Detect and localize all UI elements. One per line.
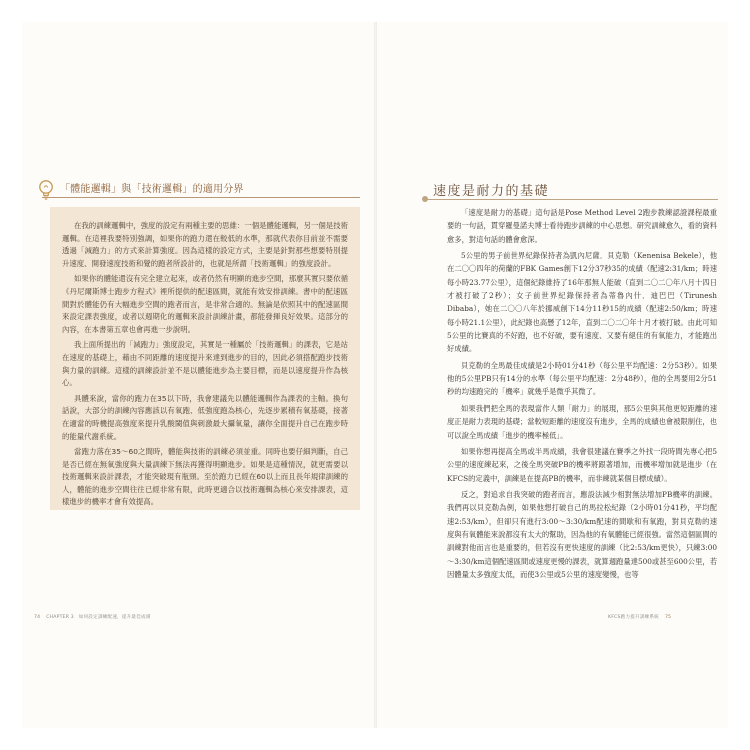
sidebar-paragraph: 我上面所提出的「減跑力」強度設定，其實是一種屬於「技術邏輯」的課表，它是站在速度的基礎上，藉由不同距離的速度提升來達到進步的目的，因此必須搭配跑步技術與力量的訓練。這樣的訓練設計並不是以體能進步為主要目標，而是以速度提升作為核心。 [62, 340, 348, 388]
body-paragraph: 如果你想再提高全馬或半馬成績，我會很建議在賽季之外找一段時間先專心把5公里的速度練起來，之後全馬突破PB的機率將跟著增加，而機率增加就是進步（在KFCS的定義中，訓練是在提高PB的機率，而非練就某個目標成績）。 [447, 446, 717, 483]
sidebar-paragraph: 具體來說，當你的跑力在35以下時，我會建議先以體能邏輯作為課表的主軸。換句話說，大部分的訓練內容應該以有氧跑、低強度跑為核心，先逐步累積有氧基礎，接著在適當的時機提高強度來提升乳酸閾值與刺激最大攝氧量，讓你全面提升自己在跑步時的能量代謝系統。 [62, 393, 348, 441]
right-page-footer [608, 614, 671, 620]
left-running-head: CHAPTER 3 如何設定訓練配速，提升最佳成績 [46, 615, 151, 620]
sidebar-text [62, 220, 348, 512]
page-gutter [374, 22, 377, 728]
left-page-footer [34, 614, 151, 620]
body-paragraph: 「速度是耐力的基礎」這句話是Pose Method Level 2跑步教練認證課程最重要的一句話，貫穿羅曼諾夫博士看待跑步訓練的中心思想。研究訓練愈久，看的資料愈多，對這句話的體會愈深。 [447, 208, 717, 244]
right-page-number: 75 [664, 615, 672, 620]
body-paragraph: 如果我們把全馬的表現當作人類「耐力」的展現，那5公里與其他更短距離的速度正是耐力表現的基礎；當較短距離的速度沒有進步，全馬的成績也會被限制住，也可以說全馬成績「進步的機率極低」。 [447, 403, 717, 440]
sidebar-title-rule [42, 197, 360, 198]
section-title: 速度是耐力的基礎 [433, 184, 550, 199]
body-paragraph: 5公里的男子前世界紀錄保持者為凱內尼薩．貝克勒（Kenenisa Bekele），他在二〇〇四年的荷蘭的FBK Games創下12分37秒35的成績（配速2:31/km；時速每小時23.77公里），這個紀錄維持了16年那無人能破（直到二〇二〇年八月十四日才被打破了2秒）；女子前世界紀錄保持者為蒂魯內什．迪巴巴（Tirunesh Dibaba），她在二〇〇八年於挪威創下14分11秒15的成績（配速2:50/km；時速每小時21.1公里），此紀錄也高懸了12年，直到二〇二〇年十月才被打破。由此可知5公里的比賽真的不好跑，也不好破，要有速度、又要有絕佳的有氧能力，才能跑出好成績。 [447, 251, 717, 354]
sidebar-paragraph: 在我的訓練邏輯中，強度的設定有兩種主要的思維：一個是體能邏輯，另一個是技術邏輯。在這裡我要特別強調，如果你的跑力還在較低的水準，那就代表你目前並不需要透過「減跑力」的方式來計算強度。因為這樣的設定方式，主要是針對那些想要特別提升速度、開發速度技術和覺的跑者所設計的，也就是所謂「技術邏輯」的強度設計。 [62, 221, 348, 268]
section-title-rule [425, 199, 718, 200]
sidebar-title: 「體能邏輯」與「技術邏輯」的適用分界 [60, 184, 244, 195]
body-paragraph: 貝克勒的全馬最佳成績是2小時01分41秒（每公里平均配速：2分53秒）。如果他的5公里PB只有14分的水準（每公里平均配速：2分48秒），他的全馬要用2分51秒的均速跑完的「機率」就幾乎是微乎其微了。 [447, 360, 717, 397]
right-running-head: KFCS跑力提升訓練系統 [608, 615, 659, 620]
sidebar-paragraph: 如果你的體能還沒有完全建立起來，或者仍然有明顯的進步空間，那麼其實只要依循《丹尼爾斯博士跑步方程式》裡所提供的配速區間，就能有效安排訓練。書中的配速區間對於體能仍有大幅進步空間的跑者而言，是非常合適的。無論是依照其中的配速區間來設定課表強度，或者以週期化的邏輯來設計訓練計畫，都能發揮良好效果。這部分的內容，在本書第五章也會再進一步說明。 [62, 274, 348, 334]
body-text [447, 206, 717, 584]
left-page-number: 74 [34, 615, 41, 620]
body-paragraph: 反之，對追求自我突破的跑者而言，應設法減少相對無法增加PB機率的訓練。我們再以貝克勒為例，如果他想打破自己的馬拉松紀錄（2小時01分41秒，平均配速2:53/km），但卻只有進行3:00～3:30/km配速的間歇和有氧跑，對貝克勒的速度與有氧體能來說都沒有太大的幫助，因為他的有氧體能已經很強。當然這個區間的訓練對他而言也是重要的，但若沒有更快速度的訓練（比2:53/km更快），只練3:00～3:30/km這個配速區間或速度更慢的課表，就算週跑量達500或甚至600公里，若因體量太多強度太低，而使3公里或5公里的速度變慢，也等 [447, 489, 717, 579]
sidebar-paragraph: 當跑力落在35～60之間時，體能與技術的訓練必須並重。同時也要仔細判斷，自己是否已經在無氧強度與大量訓練下無法再獲得明顯進步。如果是這種情況，就更需要以技術邏輯來設計課表，才能突破現有瓶頸。至於跑力已經在60以上而且長年規律訓練的人，體能的進步空間往往已經非常有限，此時更適合以技術邏輯為核心來安排課表，這樣進步的機率才會有效提高。 [62, 447, 348, 507]
